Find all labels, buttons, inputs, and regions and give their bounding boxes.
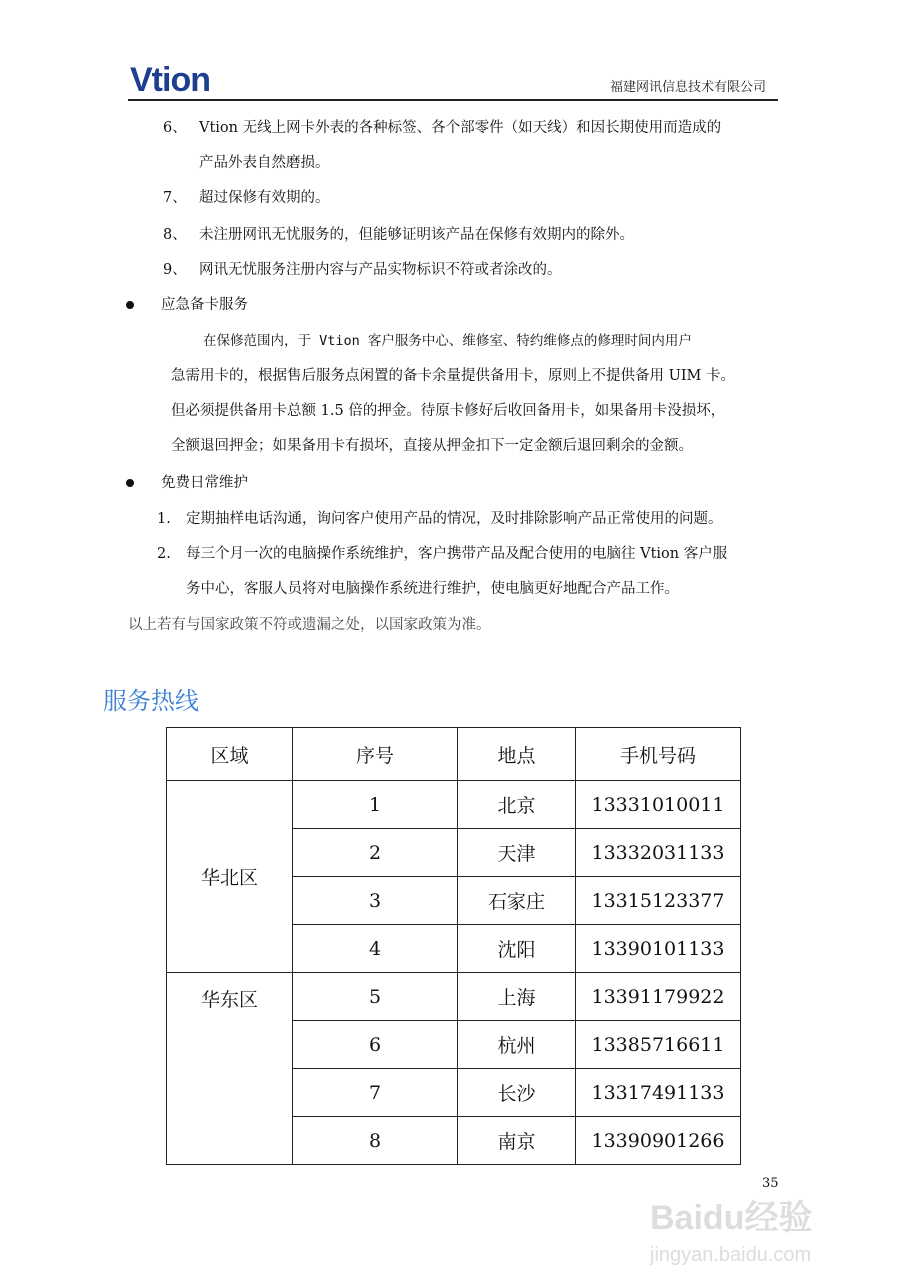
row-phone: 13317491133 [576,1069,741,1117]
hotline-table [166,727,741,1165]
item-text: 定期抽样电话沟通，询问客户使用产品的情况，及时排除影响产品正常使用的问题。 [186,511,723,527]
header-phone: 手机号码 [576,728,741,781]
table-row [167,973,741,1021]
item-num: 1. [157,511,171,527]
footnote: 以上若有与国家政策不符或遗漏之处，以国家政策为准。 [128,617,491,633]
item-text: 未注册网讯无忧服务的，但能够证明该产品在保修有效期内的除外。 [199,227,634,243]
item-num: 2. [157,546,171,562]
item-text: 每三个月一次的电脑操作系统维护，客户携带产品及配合使用的电脑往 Vtion 客户服 [186,546,728,562]
section-title: 应急备卡服务 [161,297,248,313]
row-city: 石家庄 [458,877,576,925]
bullet-icon [126,479,134,487]
company-name: 福建网讯信息技术有限公司 [609,80,766,95]
item-num: 8、 [163,227,187,243]
hotline-title: 服务热线 [103,687,199,715]
row-city: 北京 [458,781,576,829]
item-num: 6、 [163,120,187,136]
row-city: 南京 [458,1117,576,1165]
header-city: 地点 [458,728,576,781]
row-phone: 13390901266 [576,1117,741,1165]
item-text: 超过保修有效期的。 [199,190,330,206]
header-divider [128,99,778,101]
item-text: Vtion 无线上网卡外表的各种标签、各个部零件（如天线）和因长期使用而造成的 [199,120,722,136]
row-no: 6 [293,1021,458,1069]
row-phone: 13331010011 [576,781,741,829]
row-phone: 13315123377 [576,877,741,925]
row-no: 3 [293,877,458,925]
row-no: 8 [293,1117,458,1165]
row-no: 5 [293,973,458,1021]
baidu-watermark: Baidu经验 [650,1199,813,1237]
header-no: 序号 [293,728,458,781]
item-text: 网讯无忧服务注册内容与产品实物标识不符或者涂改的。 [199,262,562,278]
item-num: 9、 [163,262,187,278]
row-city: 上海 [458,973,576,1021]
item-text-cont: 务中心，客服人员将对电脑操作系统进行维护，使电脑更好地配合产品工作。 [186,581,679,597]
paragraph-line: 急需用卡的，根据售后服务点闲置的备卡余量提供备用卡，原则上不提供备用 UIM 卡。 [171,368,736,384]
row-no: 1 [293,781,458,829]
row-city: 天津 [458,829,576,877]
row-phone: 13391179922 [576,973,741,1021]
header-region: 区域 [167,728,293,781]
row-no: 7 [293,1069,458,1117]
paragraph-line: 在保修范围内，于 Vtion 客户服务中心、维修室、特约维修点的修理时间内用户 [203,333,692,349]
region-cell: 华北区 [167,781,293,973]
row-no: 2 [293,829,458,877]
item-num: 7、 [163,190,187,206]
row-no: 4 [293,925,458,973]
page-number: 35 [762,1176,779,1191]
region-cell: 华东区 [167,973,293,1165]
row-phone: 13332031133 [576,829,741,877]
bullet-icon [126,301,134,309]
table-header-row [167,728,741,781]
item-text-cont: 产品外表自然磨损。 [199,155,330,171]
vtion-logo: Vtion [130,61,210,99]
row-city: 长沙 [458,1069,576,1117]
watermark-url: jingyan.baidu.com [650,1244,812,1266]
section-title: 免费日常维护 [161,475,248,491]
paragraph-line: 全额退回押金；如果备用卡有损坏，直接从押金扣下一定金额后退回剩余的金额。 [171,438,693,454]
paragraph-line: 但必须提供备用卡总额 1.5 倍的押金。待原卡修好后收回备用卡，如果备用卡没损坏， [171,403,726,419]
row-phone: 13385716611 [576,1021,741,1069]
table-row [167,781,741,829]
row-city: 沈阳 [458,925,576,973]
row-city: 杭州 [458,1021,576,1069]
row-phone: 13390101133 [576,925,741,973]
